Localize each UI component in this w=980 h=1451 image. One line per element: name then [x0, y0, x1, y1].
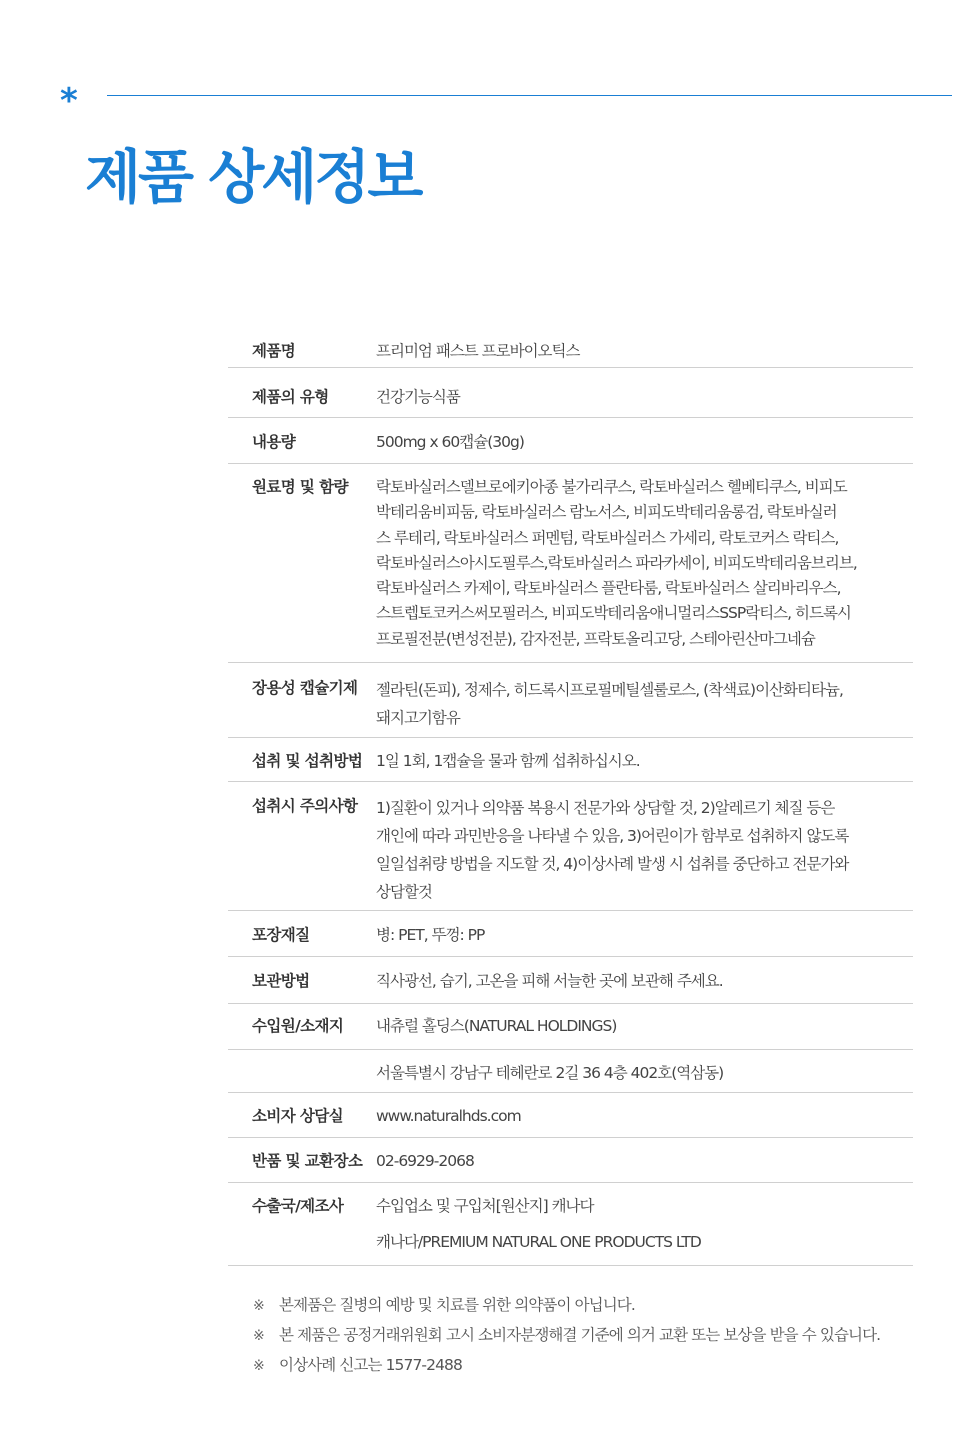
row-value: 1)질환이 있거나 의약품 복용시 전문가와 상담할 것, 2)알레르기 체질 등은 개인에 따라 과민반응을 나타낼 수 있음, 3)어린이가 함부로 섭취하지 않도록 일일섭취량 방법을 지도할 것, 4)이상사례 발생 시 섭취를 중단하고 전문가와 상담할것: [376, 799, 849, 901]
notice-text: 본제품은 질병의 예방 및 치료를 위한 의약품이 아닙니다.: [279, 1296, 635, 1314]
row-value: 락토바실러스델브로에키아종 불가리쿠스, 락토바실러스 헬베티쿠스, 비피도 박테리움비피둠, 락토바실러스 람노서스, 비피도박테리움롱검, 락토바실러 스 루테리, 락토바실러스 퍼멘텀, 락토바실러스 가세리, 락토코커스 락티스, 락토바실러스아시도필루스,락토바실러스 파라카세이, 비피도박테리움브리브, 락토바실러스 카제이, 락토바실러스 플란타룸, 락토바실러스 살리바리우스, 스트렙토코커스써모필러스, 비피도박테리움애니멀리스SSP락티스, 히드록시 프로필전분(변성전분), 감자전분, 프락토올리고당, 스테아린산마그네슘: [376, 478, 857, 648]
list-item: [253, 1352, 880, 1382]
row-label: 반품 및 교환장소: [252, 1152, 363, 1170]
row-value: 수입업소 및 구입처[원산지] 캐나다: [376, 1197, 594, 1215]
row-label: 수출국/제조사: [252, 1197, 344, 1215]
table-row: [228, 782, 913, 911]
row-label: 내용량: [252, 433, 296, 451]
table-row: [228, 330, 913, 368]
notice-text: 본 제품은 공정거래위원회 고시 소비자분쟁해결 기준에 의거 교환 또는 보상을 받을 수 있습니다.: [279, 1326, 881, 1344]
table-row: [228, 1138, 913, 1183]
row-value: 건강기능식품: [376, 388, 460, 406]
product-info-table: [228, 330, 913, 1266]
row-value: www.naturalhds.com: [376, 1107, 521, 1125]
row-value: 500mg x 60캡슐(30g): [376, 433, 524, 451]
table-row: [228, 418, 913, 464]
table-row: [228, 663, 913, 738]
table-row: [228, 1093, 913, 1138]
row-label: [228, 1061, 376, 1086]
reference-mark-icon: ※: [253, 1298, 264, 1314]
row-label: [228, 1230, 376, 1259]
table-row: [228, 738, 913, 782]
row-value: 캐나다/PREMIUM NATURAL ONE PRODUCTS LTD: [376, 1233, 701, 1251]
page-title: 제품 상세정보: [85, 143, 421, 211]
row-value: 서울특별시 강남구 테헤란로 2길 36 4층 402호(역삼동): [376, 1064, 724, 1082]
table-row: [228, 1050, 913, 1093]
notice-text: 이상사례 신고는 1577-2488: [279, 1356, 462, 1374]
header-divider: [107, 95, 952, 96]
row-label: 보관방법: [252, 972, 310, 990]
row-value: 직사광선, 습기, 고온을 피해 서늘한 곳에 보관해 주세요.: [376, 972, 723, 990]
row-value: 젤라틴(돈피), 정제수, 히드록시프로필메틸셀룰로스, (착색료)이산화티타늄, 돼지고기함유: [376, 681, 843, 727]
table-row: [228, 957, 913, 1004]
row-value: 1일 1회, 1캡슐을 물과 함께 섭취하십시오.: [376, 752, 640, 770]
table-row: [228, 368, 913, 418]
table-row: [228, 1219, 913, 1266]
row-label: 제품명: [252, 342, 296, 360]
asterisk-icon: *: [60, 81, 78, 121]
row-label: 소비자 상담실: [252, 1107, 344, 1125]
row-label: 제품의 유형: [252, 388, 329, 406]
row-label: 수입원/소재지: [252, 1017, 344, 1035]
row-label: 섭취시 주의사항: [252, 797, 358, 815]
table-row: [228, 464, 913, 663]
table-row: [228, 1004, 913, 1050]
reference-mark-icon: ※: [253, 1328, 264, 1344]
row-value: 프리미엄 패스트 프로바이오틱스: [376, 342, 580, 360]
row-value: 내츄럴 홀딩스(NATURAL HOLDINGS): [376, 1017, 617, 1035]
row-value: 02-6929-2068: [376, 1152, 474, 1170]
list-item: [253, 1292, 880, 1322]
table-row: [228, 1183, 913, 1219]
reference-mark-icon: ※: [253, 1358, 264, 1374]
list-item: [253, 1322, 880, 1352]
row-label: 섭취 및 섭취방법: [252, 752, 363, 770]
table-row: [228, 911, 913, 957]
row-label: 포장재질: [252, 926, 310, 944]
row-label: 장용성 캡슐기제: [252, 679, 358, 697]
row-label: 원료명 및 함량: [252, 478, 348, 496]
notice-list: [253, 1292, 880, 1382]
row-value: 병: PET, 뚜껑: PP: [376, 926, 485, 944]
